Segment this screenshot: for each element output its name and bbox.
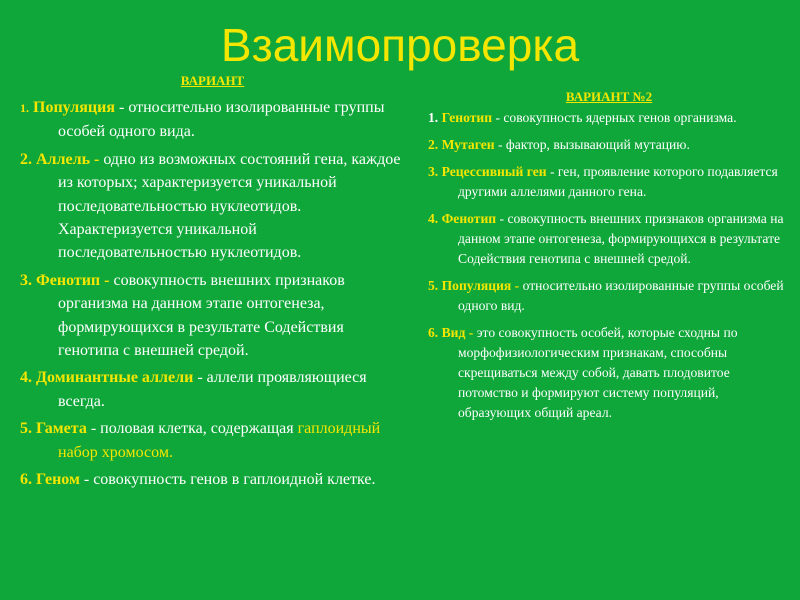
variant-2-column: [428, 72, 790, 430]
item-term: Популяция: [33, 99, 115, 116]
item-number: 5.: [428, 278, 439, 293]
item-number: 1.: [428, 110, 439, 125]
list-item: [20, 366, 405, 413]
list-item: [20, 269, 405, 363]
item-term: Фенотип: [441, 211, 497, 226]
variant-1-heading: ВАРИАНТ: [180, 73, 245, 88]
item-term: Популяция -: [441, 278, 520, 293]
page-title: Взаимопроверка: [220, 19, 580, 71]
item-definition: - относительно изолированные группы особей одного вида.: [58, 99, 385, 141]
item-number: 4.: [428, 211, 439, 226]
item-definition: - совокупность генов в гаплоидной клетке.: [83, 471, 376, 489]
item-term: Мутаген: [441, 137, 495, 152]
item-number: 3.: [20, 271, 32, 289]
item-term: Доминантные аллели: [36, 369, 194, 387]
item-definition: - ген, проявление которого подавляется другими аллелями данного гена.: [458, 164, 778, 199]
item-definition: - совокупность внешних признаков организма на данном этапе онтогенеза, формирующихся в результате Содействия генотипа с внешней средой.: [458, 211, 784, 266]
item-number: 3.: [428, 164, 439, 179]
list-item: [20, 148, 405, 265]
list-item: [428, 209, 790, 269]
item-definition: это совокупность особей, которые сходны по морфофизиологическим признакам, способны скрещиваться между собой, давать плодовитое потомство и формируют систему популяций, образующих общий ареал.: [458, 325, 738, 420]
item-definition: - совокупность ядерных генов организма.: [495, 110, 737, 125]
item-number: 6.: [20, 471, 32, 489]
item-number: 6.: [428, 325, 439, 340]
item-term: Аллель -: [36, 150, 100, 168]
item-term: Рецессивный ген: [441, 164, 547, 179]
item-number: 4.: [20, 369, 32, 387]
item-term: Гамета: [36, 420, 87, 438]
list-item: [20, 417, 405, 464]
item-definition: одно из возможных состояний гена, каждое из которых; характеризуется уникальной последовательностью нуклеотидов. Характеризуется уникальной последовательностью нуклеотидов.: [58, 150, 401, 262]
list-item: [428, 276, 790, 316]
list-item: [20, 468, 405, 491]
item-number: 2.: [428, 137, 439, 152]
item-definition: совокупность внешних признаков организма на данном этапе онтогенеза, формирующихся в результате Содействия генотипа с внешней средой.: [58, 271, 345, 360]
item-definition-highlight: гаплоидный набор хромосом.: [58, 420, 381, 461]
variant-2-heading: ВАРИАНТ №2: [565, 89, 653, 104]
variant-1-column: [20, 72, 405, 496]
item-definition: - фактор, вызывающий мутацию.: [497, 137, 690, 152]
list-item: [428, 108, 790, 128]
item-number: 2.: [20, 150, 32, 168]
item-definition: - аллели проявляющиеся всегда.: [58, 369, 367, 410]
item-number: 1.: [20, 101, 29, 115]
item-definition: - половая клетка, содержащая: [90, 420, 294, 438]
list-item: [20, 96, 405, 144]
item-term: Фенотип -: [36, 271, 110, 289]
item-term: Геном: [36, 471, 80, 489]
list-item: [428, 135, 790, 155]
item-term: Вид -: [441, 325, 474, 340]
item-number: 5.: [20, 420, 32, 438]
list-item: [428, 323, 790, 423]
item-definition: относительно изолированные группы особей одного вид.: [458, 278, 784, 313]
item-term: Генотип: [441, 110, 493, 125]
list-item: [428, 162, 790, 202]
